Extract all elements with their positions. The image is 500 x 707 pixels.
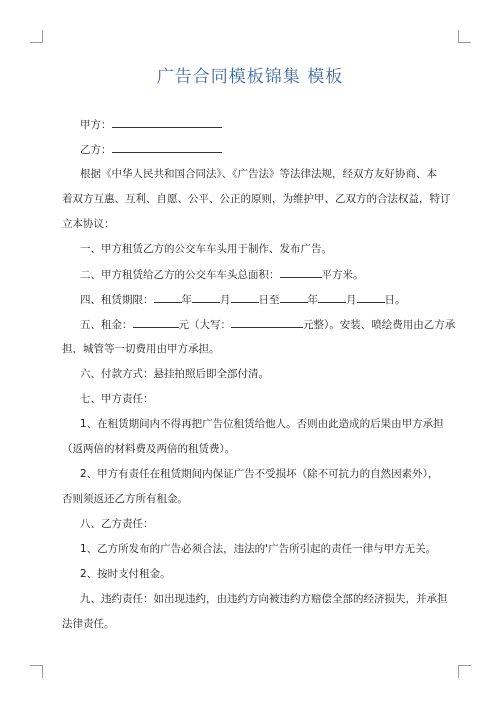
- clause-4-line-1: [80, 316, 456, 334]
- rent-amount-blank[interactable]: [133, 316, 179, 328]
- clause-8-line-1: 九、违约责任：如出现违约，由违约方向被违约方赔偿全部的经济损失，并承担: [80, 593, 448, 605]
- end-year-label: 年: [307, 294, 318, 306]
- clause-3-prefix: 四、租赁期限：: [80, 294, 154, 306]
- start-day-blank[interactable]: [231, 291, 259, 303]
- clause-1: 一、甲方租赁乙方的公交车车头用于制作、发布广告。: [80, 243, 332, 255]
- document-title: 广告合同模板锦集 模板: [156, 67, 344, 87]
- clause-8-line-2: 法律责任。: [62, 618, 115, 630]
- end-day-label: 日。: [384, 294, 406, 306]
- start-month-label: 月: [220, 294, 231, 306]
- end-month-blank[interactable]: [318, 291, 346, 303]
- party-a-line: [80, 116, 445, 134]
- clause-2: [80, 266, 445, 284]
- start-year-label: 年: [181, 294, 192, 306]
- clause-2-suffix: 平方米。: [321, 269, 364, 281]
- end-day-blank[interactable]: [357, 291, 385, 303]
- clause-6-1-line-2: （返两倍的材料费及两倍的租赁费）。: [62, 443, 236, 455]
- rent-capital-blank[interactable]: [231, 316, 303, 328]
- party-b-label: 乙方：: [80, 144, 112, 156]
- start-month-blank[interactable]: [192, 291, 220, 303]
- party-a-label: 甲方：: [80, 119, 112, 131]
- clause-4-line-2: 担，城管等一切费用由甲方承担。: [62, 343, 220, 355]
- party-a-blank[interactable]: [112, 116, 222, 128]
- clause-7-2: 2、按时支付租金。: [80, 568, 171, 580]
- clause-7-title: 八、乙方责任：: [80, 518, 154, 530]
- clause-6-2-line-1: 2、甲方有责任在租赁期间内保证广告不受损坏（除不可抗力的自然因素外），: [80, 468, 439, 480]
- clause-4-prefix: 五、租金：: [80, 319, 133, 331]
- crop-mark-top-right: [458, 30, 471, 43]
- intro-line-3: 立本协议：: [62, 218, 115, 230]
- crop-mark-bottom-right: [458, 665, 471, 678]
- clause-6-2-line-2: 否则须返还乙方所有租金。: [62, 493, 188, 505]
- end-month-label: 月: [346, 294, 357, 306]
- clause-5: 六、付款方式：悬挂拍照后即全部付清。: [80, 368, 269, 380]
- intro-line-1: 根据《中华人民共和国合同法》、《广告法》等法律法规，经双方友好协商、本: [80, 168, 437, 180]
- intro-line-2: 着双方互惠、互利、自愿、公平、公正的原则，为维护甲、乙双方的合法权益，特订: [62, 193, 451, 205]
- party-b-blank[interactable]: [112, 141, 222, 153]
- clause-7-1: 1、乙方所发布的广告必须合法，违法的'广告所引起的责任一律与甲方无关。: [80, 543, 437, 555]
- clause-4-yuan: 元（大写：: [178, 319, 231, 331]
- start-year-blank[interactable]: [154, 291, 182, 303]
- clause-6-title: 七、甲方责任：: [80, 393, 154, 405]
- crop-mark-top-left: [30, 30, 43, 43]
- end-year-blank[interactable]: [280, 291, 308, 303]
- clause-6-1-line-1: 1、在租赁期间内不得再把广告位租赁给他人。否则由此造成的后果由甲方承担: [80, 418, 444, 430]
- clause-4-zheng: 元整）。安装、喷绘费用由乙方承: [303, 319, 456, 331]
- clause-2-prefix: 二、甲方租赁给乙方的公交车车头总面积：: [80, 269, 280, 281]
- start-day-label: 日至: [258, 294, 280, 306]
- crop-mark-bottom-left: [30, 665, 43, 678]
- area-blank[interactable]: [280, 266, 322, 278]
- party-b-line: [80, 141, 445, 159]
- clause-3: [80, 291, 445, 309]
